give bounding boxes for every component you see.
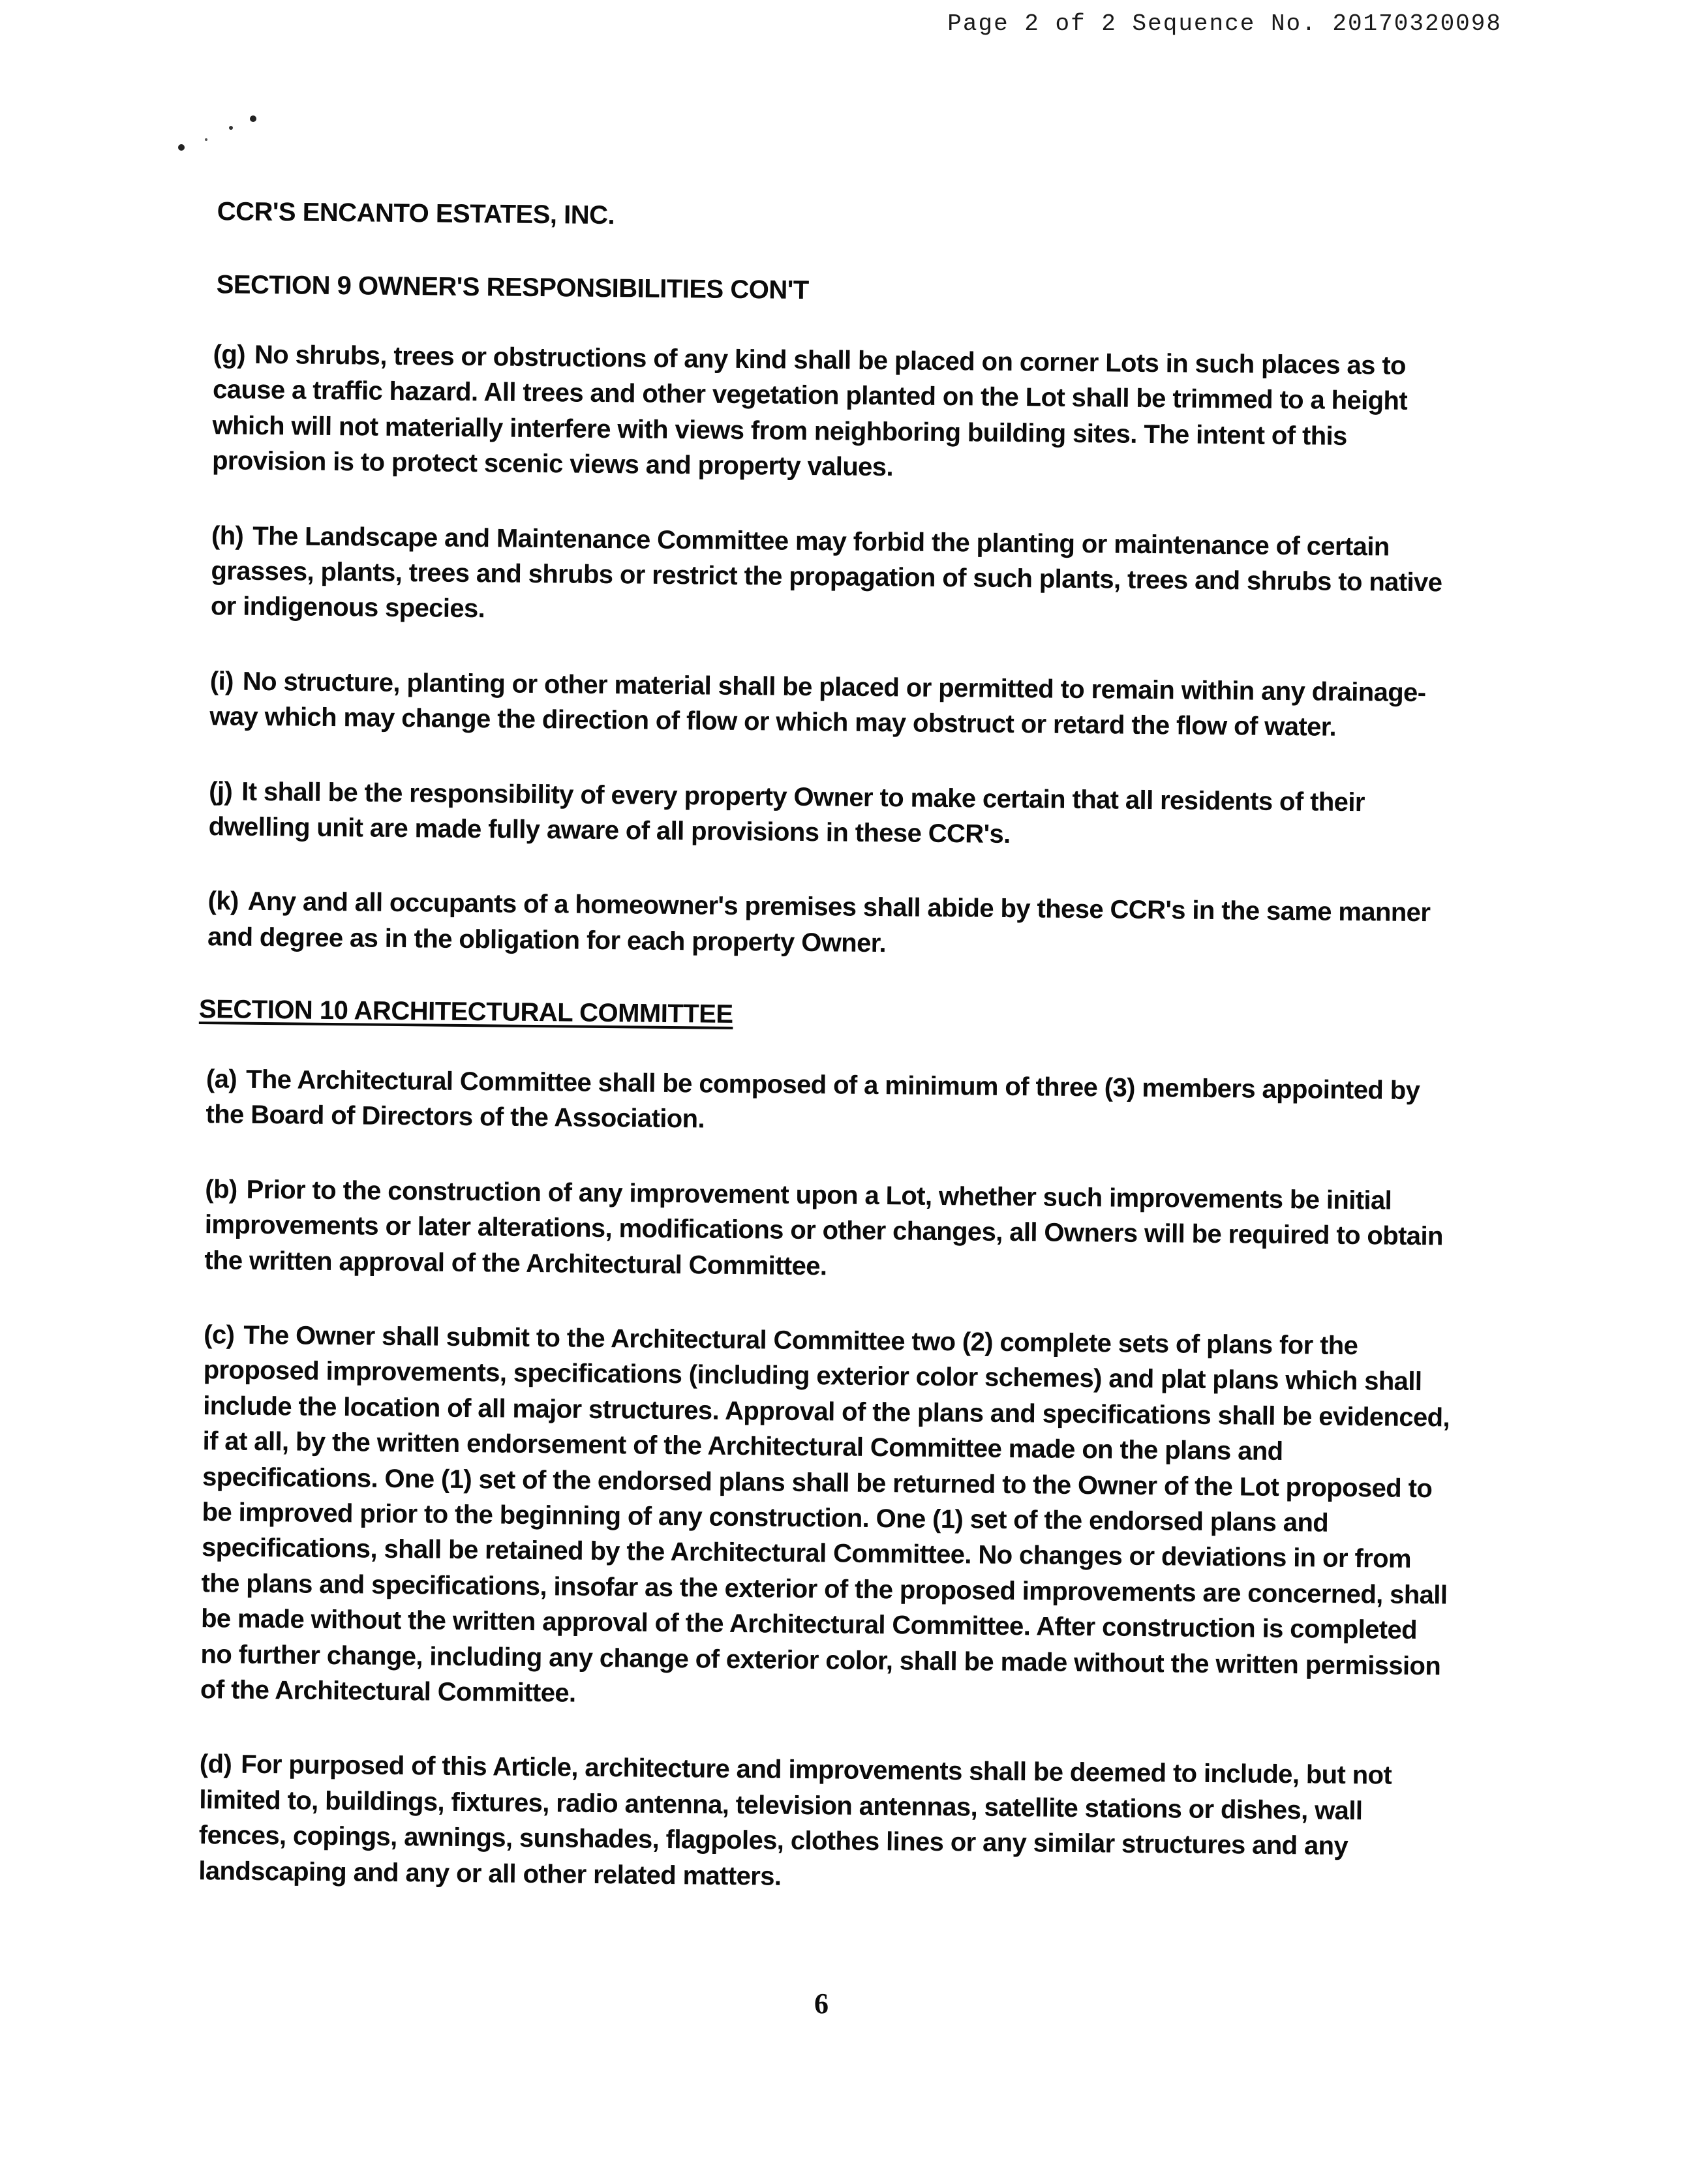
paragraph-i xyxy=(209,663,1463,746)
paragraph-letter: (d) xyxy=(199,1750,232,1779)
paragraph-c xyxy=(200,1317,1457,1720)
paragraph-text: Any and all occupants of a homeowner's premises shall abide by these CCR's in the same manner and degree as in the obligation for each property Owner. xyxy=(207,887,1431,958)
paragraph-d xyxy=(198,1746,1452,1900)
page-number: 6 xyxy=(814,1988,829,2020)
document-title: CCR'S ENCANTO ESTATES, INC. xyxy=(217,197,615,230)
paragraph-a xyxy=(206,1061,1459,1144)
paragraph-h xyxy=(211,518,1464,637)
paragraph-text: The Landscape and Maintenance Committee may forbid the planting or maintenance of certain grasses, plants, trees and shrubs or restrict the propagation of such plants, trees and shrubs to native or indigenous species. xyxy=(210,521,1442,624)
paragraph-text: The Owner shall submit to the Architectural Committee two (2) complete sets of plans for the proposed improvements, specifications (including exterior color schemes) and plat plans which shall include the location of all major structures. Approval of the plans and specifications shall be evidenced, if at all, by the written endorsement of the Architectural Committee made on the plans and specifications. One (1) set of the endorsed plans shall be returned to the Owner of the Lot proposed to be improved prior to the beginning of any construction. One (1) set of the endorsed plans and specifications, shall be retained by the Architectural Committee. No changes or deviations in or from the plans and specifications, insofar as the exterior of the proposed improvements are concerned, shall be made without the written approval of the Architectural Committee. After construction is completed no further change, including any change of exterior color, shall be made without the written permission of the Architectural Committee. xyxy=(200,1320,1450,1708)
scan-specks xyxy=(176,110,267,155)
paragraph-letter: (i) xyxy=(209,666,234,696)
paragraph-text: Prior to the construction of any improvement upon a Lot, whether such improvements be initial improvements or later alterations, modifications or other changes, all Owners will be required to obtain the written approval of the Architectural Committee. xyxy=(204,1175,1443,1281)
paragraph-letter: (b) xyxy=(205,1175,237,1204)
paragraph-text: No shrubs, trees or obstructions of any kind shall be placed on corner Lots in such places as to cause a traffic hazard. All trees and other vegetation planted on the Lot shall be trimmed to a height which will not materially interfere with views from neighboring building sites. The intent of this provision is to protect scenic views and property values. xyxy=(211,340,1408,482)
section-9-heading: SECTION 9 OWNER'S RESPONSIBILITIES CON'T xyxy=(216,270,809,305)
paragraph-letter: (h) xyxy=(211,521,244,551)
paragraph-letter: (c) xyxy=(204,1320,235,1350)
paragraph-letter: (a) xyxy=(206,1065,237,1094)
paragraph-k xyxy=(207,883,1461,966)
document-body xyxy=(183,196,1478,1940)
paragraph-b xyxy=(204,1172,1457,1290)
paragraph-j xyxy=(208,774,1461,857)
fax-header-line: Page 2 of 2 Sequence No. 20170320098 xyxy=(947,10,1502,37)
paragraph-text: For purposed of this Article, architecture and improvements shall be deemed to include, but not limited to, buildings, fixtures, radio antenna, television antennas, satellite stations or dishes, wall fences, copings, awnings, sunshades, flagpoles, clothes lines or any similar structures and any landscaping and any or all other related matters. xyxy=(198,1750,1392,1891)
paragraph-g xyxy=(212,337,1466,491)
paragraph-letter: (k) xyxy=(207,887,239,916)
paragraph-text: No structure, planting or other material shall be placed or permitted to remain within any drainage-way which may change the direction of flow or which may obstruct or retard the flow of water. xyxy=(209,667,1426,742)
paragraph-text: The Architectural Committee shall be composed of a minimum of three (3) members appointed by the Board of Directors of the Association. xyxy=(206,1065,1420,1134)
paragraph-letter: (g) xyxy=(213,340,246,369)
section-10-heading: SECTION 10 ARCHITECTURAL COMMITTEE xyxy=(198,995,733,1029)
paragraph-text: It shall be the responsibility of every property Owner to make certain that all residents of their dwelling unit are made fully aware of all provisions in these CCR's. xyxy=(208,777,1365,849)
paragraph-letter: (j) xyxy=(209,776,233,806)
